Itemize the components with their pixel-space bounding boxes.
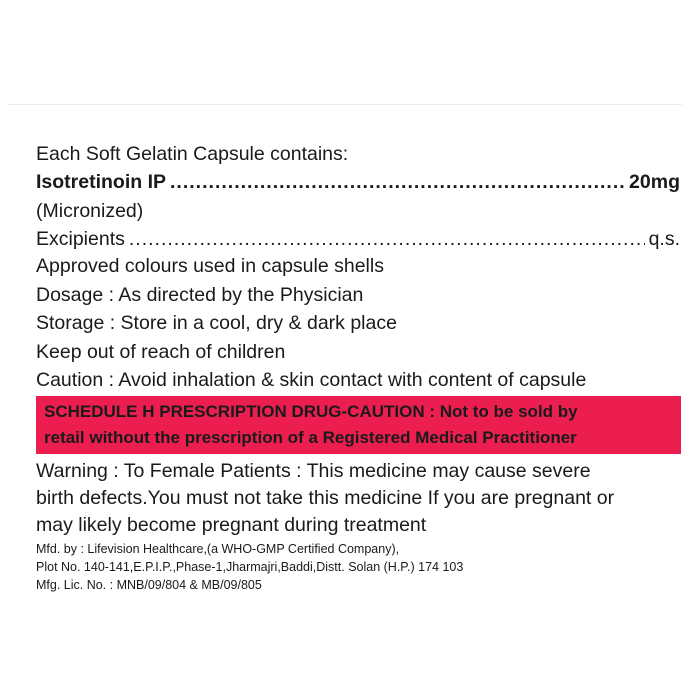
active-ingredient-row: [36, 170, 680, 194]
dosage-note: Dosage : As directed by the Physician: [36, 284, 364, 306]
composition-heading: Each Soft Gelatin Capsule contains:: [36, 143, 349, 165]
excipients-amount: q.s.: [648, 228, 680, 250]
warning-line-3: may likely become pregnant during treatment: [36, 514, 427, 536]
excipients-label: Excipients: [36, 228, 125, 250]
schedule-h-line-1: SCHEDULE H PRESCRIPTION DRUG-CAUTION : Not to be sold by: [44, 402, 578, 421]
warning-line-1: Warning : To Female Patients : This medicine may cause severe: [36, 460, 591, 482]
storage-note: Storage : Store in a cool, dry & dark place: [36, 312, 397, 334]
caution-note: Caution : Avoid inhalation & skin contact with content of capsule: [36, 369, 587, 391]
manufacturer-line-1: Mfd. by : Lifevision Healthcare,(a WHO-GMP Certified Company),: [36, 542, 400, 556]
manufacturer-licence: Mfg. Lic. No. : MNB/09/804 & MB/09/805: [36, 578, 262, 592]
children-note: Keep out of reach of children: [36, 341, 286, 363]
dot-leader: [129, 227, 645, 251]
active-ingredient-name: Isotretinoin IP: [36, 171, 167, 193]
dot-leader: [170, 170, 625, 194]
top-divider: [8, 104, 682, 105]
manufacturer-address: Plot No. 140-141,E.P.I.P.,Phase-1,Jharmajri,Baddi,Distt. Solan (H.P.) 174 103: [36, 560, 464, 574]
active-ingredient-amount: 20mg: [629, 171, 680, 193]
excipients-row: [36, 227, 680, 251]
colours-note: Approved colours used in capsule shells: [36, 255, 384, 277]
schedule-h-line-2: retail without the prescription of a Registered Medical Practitioner: [44, 428, 577, 447]
schedule-h-banner: [36, 396, 681, 454]
micronized-note: (Micronized): [36, 200, 144, 222]
warning-line-2: birth defects.You must not take this medicine If you are pregnant or: [36, 487, 615, 509]
